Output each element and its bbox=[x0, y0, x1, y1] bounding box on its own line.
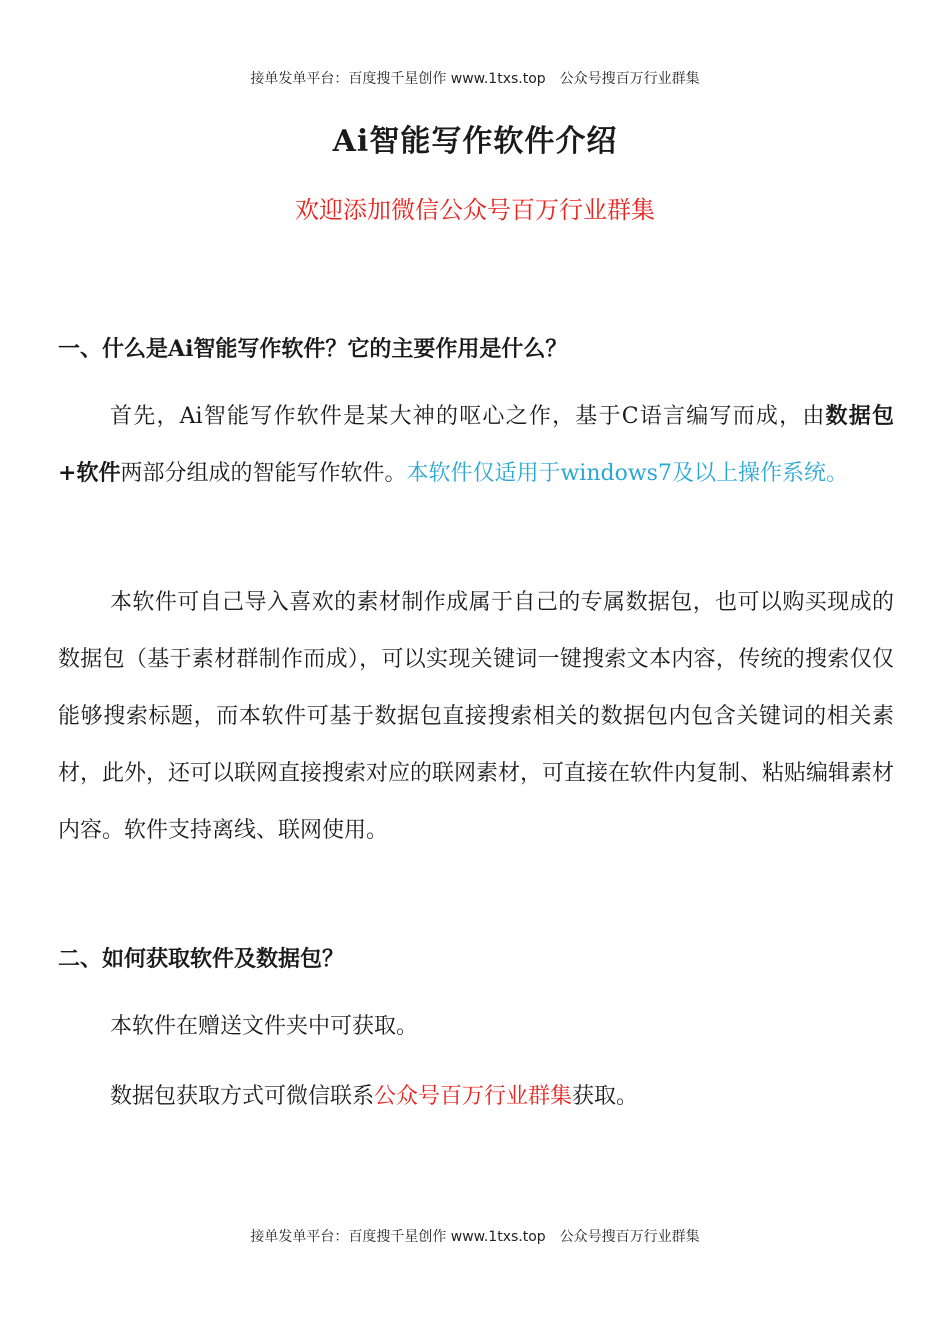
p2-account-name: 公众号百万行业群集 bbox=[374, 1084, 573, 1109]
page-footer bbox=[0, 1226, 950, 1246]
header-account-text: 公众号搜百万行业群集 bbox=[559, 71, 700, 87]
p1-text-b: 两部分组成的智能写作软件。 bbox=[120, 461, 407, 486]
section1-heading: 一、什么是Ai智能写作软件？它的主要作用是什么？ bbox=[58, 336, 568, 362]
p2-text-b: 获取。 bbox=[572, 1084, 639, 1109]
p2-text-a: 数据包获取方式可微信联系 bbox=[110, 1084, 375, 1109]
section2-heading: 二、如何获取软件及数据包？ bbox=[58, 946, 345, 972]
footer-platform-text: 接单发单平台：百度搜千星创作 www.1txs.top bbox=[250, 1229, 546, 1245]
p1-bold-datapack: 数据包 bbox=[825, 403, 894, 429]
document-title: Ai智能写作软件介绍 bbox=[332, 124, 618, 159]
p1-text-a: 首先，Ai智能写作软件是某大神的呕心之作，基于C语言编写而成，由 bbox=[110, 404, 826, 429]
p1-bold-software: 软件 bbox=[76, 460, 121, 486]
p1-plus: + bbox=[58, 460, 77, 486]
document-subtitle: 欢迎添加微信公众号百万行业群集 bbox=[295, 196, 655, 224]
page-header bbox=[0, 68, 950, 88]
section1-paragraph1 bbox=[58, 388, 894, 502]
section1-paragraph2: 本软件可自己导入喜欢的素材制作成属于自己的专属数据包，也可以购买现成的数据包（基于素材群制作而成），可以实现关键词一键搜索文本内容，传统的搜索仅仅能够搜索标题，而本软件可基于数据包直接搜索相关的数据包内包含关键词的相关素材，此外，还可以联网直接搜索对应的联网素材，可直接在软件内复制、粘贴编辑素材内容。软件支持离线、联网使用。 bbox=[58, 590, 895, 843]
p1-os-requirement: 本软件仅适用于windows7及以上操作系统。 bbox=[406, 461, 848, 486]
section2-paragraph2 bbox=[58, 1068, 894, 1125]
footer-account-text: 公众号搜百万行业群集 bbox=[559, 1229, 700, 1245]
header-platform-text: 接单发单平台：百度搜千星创作 www.1txs.top bbox=[250, 71, 546, 87]
section2-paragraph1: 本软件在赠送文件夹中可获取。 bbox=[110, 1014, 419, 1039]
